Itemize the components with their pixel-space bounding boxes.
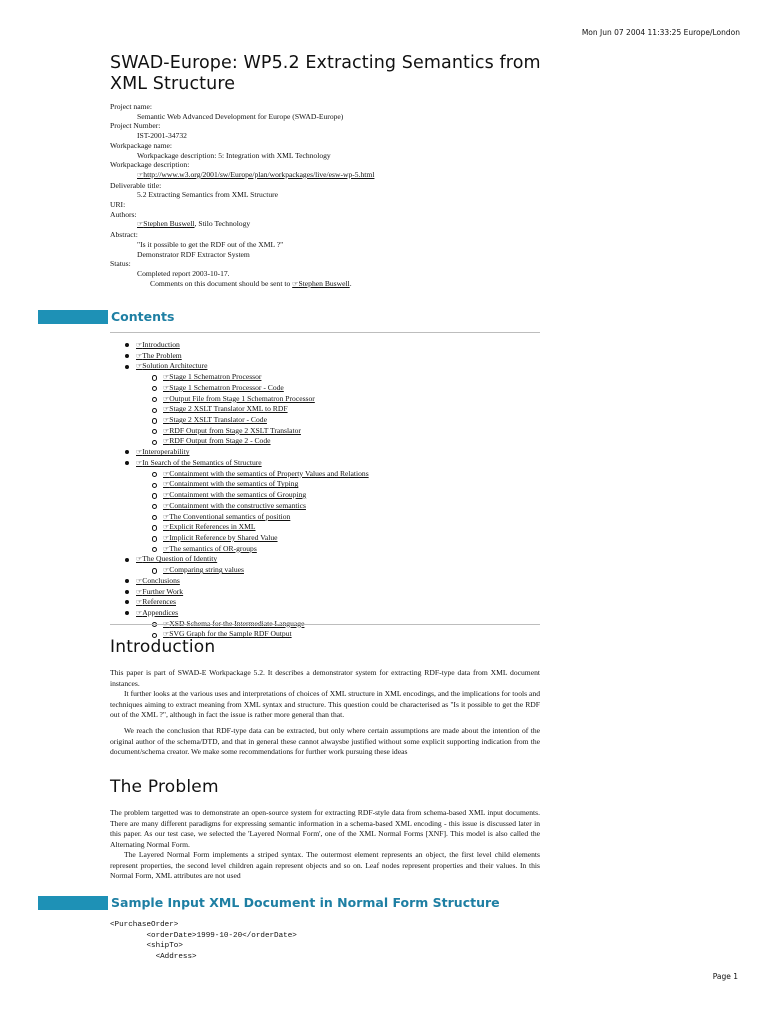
toc-item — [110, 351, 540, 362]
toc-link[interactable]: ☞XSD Schema for the Intermediate Language — [163, 618, 305, 628]
abstract-label: Abstract: — [110, 230, 138, 240]
status-label: Status: — [110, 259, 131, 269]
toc-link[interactable]: ☞Containment with the semantics of Typing — [163, 479, 299, 489]
sample-xml-code: <PurchaseOrder> <orderDate>1999-10-20</orderDate> <shipTo> <Address> — [110, 921, 297, 961]
document-title: SWAD-Europe: WP5.2 Extracting Semantics from XML Structure — [110, 53, 541, 94]
toc-link[interactable]: ☞Containment with the semantics of Property Values and Relations — [163, 468, 369, 478]
toc-item — [110, 587, 540, 598]
pointing-hand-icon: ☞ — [163, 437, 170, 446]
toc-link[interactable]: ☞References — [136, 597, 177, 607]
pointing-hand-icon: ☞ — [136, 576, 143, 585]
pointing-hand-icon: ☞ — [163, 426, 170, 435]
pointing-hand-icon: ☞ — [136, 458, 143, 467]
toc-link[interactable]: ☞The Conventional semantics of position — [163, 511, 291, 521]
workpackage-name-label: Workpackage name: — [110, 140, 173, 150]
toc-item — [110, 576, 540, 587]
document-metadata — [110, 102, 540, 289]
toc-item — [110, 361, 540, 372]
toc-link[interactable]: ☞Appendices — [136, 607, 179, 617]
toc-link[interactable]: ☞Implicit Reference by Shared Value — [163, 532, 278, 542]
pointing-hand-icon: ☞ — [163, 630, 170, 639]
toc-link[interactable]: ☞RDF Output from Stage 2 - Code — [163, 436, 271, 446]
print-timestamp: Mon Jun 07 2004 11:33:25 Europe/London — [581, 28, 740, 37]
toc-link[interactable]: ☞The semantics of OR-groups — [163, 543, 257, 553]
pointing-hand-icon: ☞ — [163, 469, 170, 478]
toc-item — [110, 544, 540, 555]
toc-link[interactable]: ☞Explicit References in XML — [163, 522, 256, 532]
contents-bottom-rule — [110, 624, 540, 625]
toc-item — [110, 608, 540, 619]
pointing-hand-icon: ☞ — [136, 587, 143, 596]
toc-link[interactable]: ☞Further Work — [136, 586, 184, 596]
toc-item — [110, 469, 540, 480]
abstract-line-1: "Is it possible to get the RDF out of the XML ?" — [137, 239, 284, 249]
workpackage-name-value: Workpackage description: 5: Integration with XML Technology — [137, 150, 331, 160]
toc-item — [110, 554, 540, 565]
pointing-hand-icon: ☞ — [163, 480, 170, 489]
status-value: Completed report 2003-10-17. — [137, 268, 230, 278]
project-number-label: Project Number: — [110, 121, 161, 131]
pointing-hand-icon: ☞ — [136, 608, 143, 617]
toc-item — [110, 565, 540, 576]
comments-author-link[interactable]: ☞Stephen Buswell — [292, 278, 350, 288]
toc-item — [110, 533, 540, 544]
table-of-contents — [110, 340, 540, 640]
pointing-hand-icon: ☞ — [136, 448, 143, 457]
sample-heading: Sample Input XML Document in Normal Form Structure — [111, 895, 500, 910]
pointing-hand-icon: ☞ — [136, 341, 143, 349]
toc-item — [110, 404, 540, 415]
pointing-hand-icon: ☞ — [136, 598, 143, 607]
workpackage-desc-label: Workpackage description: — [110, 160, 190, 170]
pointing-hand-icon: ☞ — [163, 501, 170, 510]
workpackage-desc-link[interactable]: ☞http://www.w3.org/2001/sw/Europe/plan/workpackages/live/esw-wp-5.html — [137, 169, 375, 179]
toc-item — [110, 394, 540, 405]
pointing-hand-icon: ☞ — [163, 405, 170, 414]
toc-link[interactable]: ☞Solution Architecture — [136, 361, 208, 371]
authors-value — [110, 219, 540, 230]
toc-link[interactable]: ☞Stage 2 XSLT Translator XML to RDF — [163, 404, 288, 414]
pointing-hand-icon: ☞ — [292, 279, 299, 288]
toc-list — [110, 340, 540, 640]
toc-item — [110, 436, 540, 447]
author-link[interactable]: ☞Stephen Buswell — [137, 219, 195, 229]
toc-item — [110, 522, 540, 533]
toc-item — [110, 512, 540, 523]
pointing-hand-icon: ☞ — [163, 544, 170, 553]
toc-link[interactable]: ☞Stage 2 XSLT Translator - Code — [163, 415, 267, 425]
toc-item — [110, 501, 540, 512]
toc-link[interactable]: ☞In Search of the Semantics of Structure — [136, 457, 262, 467]
comments-text: Comments on this document should be sent to — [150, 278, 293, 288]
toc-link[interactable]: ☞Introduction — [136, 340, 180, 349]
toc-link[interactable]: ☞Comparing string values — [163, 565, 244, 575]
introduction-paragraph-1: This paper is part of SWAD-E Workpackage 5.2. It describes a demonstrator system for extracting RDF-type data from XML document instances. — [110, 668, 540, 688]
toc-item — [110, 458, 540, 469]
contents-heading-band — [38, 310, 108, 324]
pointing-hand-icon: ☞ — [163, 373, 170, 382]
toc-link[interactable]: ☞Stage 1 Schematron Processor - Code — [163, 382, 284, 392]
toc-item — [110, 447, 540, 458]
deliverable-value: 5.2 Extracting Semantics from XML Structure — [137, 190, 279, 200]
comments-line: Comments on this document should be sent to ☞Stephen Buswell. — [150, 278, 352, 288]
toc-item — [110, 372, 540, 383]
abstract-line-2: Demonstrator RDF Extractor System — [137, 249, 250, 259]
project-name-value: Semantic Web Advanced Development for Europe (SWAD-Europe) — [137, 111, 344, 121]
toc-item — [110, 426, 540, 437]
pointing-hand-icon: ☞ — [163, 512, 170, 521]
toc-item — [110, 340, 540, 351]
contents-top-rule — [110, 332, 540, 333]
authors-label: Authors: — [110, 209, 137, 219]
toc-link[interactable]: ☞The Problem — [136, 350, 182, 360]
toc-link[interactable]: ☞Output File from Stage 1 Schematron Processor — [163, 393, 315, 403]
problem-paragraph-1: The problem targetted was to demonstrate an open-source system for extracting RDF-style data from schema-based XML input documents. There are many different paradigms for expressing semantic information in a schema-based XML encoding - this issue is discussed later in this paper. As our test case, we selected the 'Layered Normal Form', one of the XML Normal Forms [XNF]. This model is also called the Alternating Normal Form. — [110, 808, 540, 849]
toc-item — [110, 415, 540, 426]
project-name-label: Project name: — [110, 102, 152, 111]
toc-item — [110, 490, 540, 501]
deliverable-label: Deliverable title: — [110, 180, 162, 190]
problem-paragraph-2: The Layered Normal Form implements a striped syntax. The outermost element represents an object, the first level child elements represent properties, the second level children again represent objects and so on. Leaf nodes represent properties and their values. In this Normal Form, XML attributes are not used — [110, 850, 540, 880]
pointing-hand-icon: ☞ — [163, 416, 170, 425]
introduction-paragraph-2: It further looks at the various uses and interpretations of choices of XML structure in XML encodings, and the implications for tools and techniques aiming to extract meaning from XML syntax and structure. This question could be characterised as "Is it possible to get the RDF out of the XML ?", although in fact the issue is rather more general than that. — [110, 689, 540, 719]
introduction-heading: Introduction — [110, 637, 216, 657]
toc-link[interactable]: ☞Interoperability — [136, 447, 190, 457]
pointing-hand-icon: ☞ — [137, 170, 144, 179]
toc-item — [110, 597, 540, 608]
contents-heading: Contents — [111, 309, 175, 324]
toc-link[interactable]: ☞Conclusions — [136, 575, 180, 585]
introduction-paragraph-3: We reach the conclusion that RDF-type data can be extracted, but only where certain assumptions are made about the intention of the original author of the schema/DTD, and that in general these cannot alwaysbe justified without some explicit supporting indication from the document/schema creator. We make some recommendations for further work pursuing these ideas — [110, 726, 540, 756]
pointing-hand-icon: ☞ — [163, 523, 170, 532]
pointing-hand-icon: ☞ — [163, 566, 170, 575]
pointing-hand-icon: ☞ — [163, 394, 170, 403]
pointing-hand-icon: ☞ — [136, 351, 143, 360]
uri-label: URI: — [110, 200, 126, 210]
toc-item — [110, 479, 540, 490]
toc-link[interactable]: ☞SVG Graph for the Sample RDF Output — [163, 629, 292, 639]
pointing-hand-icon: ☞ — [163, 619, 170, 628]
page-number: Page 1 — [712, 972, 738, 981]
toc-link[interactable]: ☞Containment with the semantics of Grouping — [163, 490, 307, 500]
toc-link[interactable]: ☞Stage 1 Schematron Processor — [163, 372, 262, 382]
pointing-hand-icon: ☞ — [163, 533, 170, 542]
pointing-hand-icon: ☞ — [136, 362, 143, 371]
pointing-hand-icon: ☞ — [136, 555, 143, 564]
pointing-hand-icon: ☞ — [137, 220, 144, 229]
toc-item — [110, 383, 540, 394]
pointing-hand-icon: ☞ — [163, 491, 170, 500]
project-number-value: IST-2001-34732 — [137, 131, 187, 141]
author-affiliation: , Stilo Technology — [194, 219, 251, 229]
toc-link[interactable]: ☞Containment with the constructive semantics — [163, 500, 306, 510]
sample-heading-band — [38, 896, 108, 910]
workpackage-desc-value — [110, 170, 540, 181]
problem-heading: The Problem — [110, 777, 219, 797]
pointing-hand-icon: ☞ — [163, 383, 170, 392]
toc-link[interactable]: ☞RDF Output from Stage 2 XSLT Translator — [163, 425, 301, 435]
toc-link[interactable]: ☞The Question of Identity — [136, 554, 218, 564]
